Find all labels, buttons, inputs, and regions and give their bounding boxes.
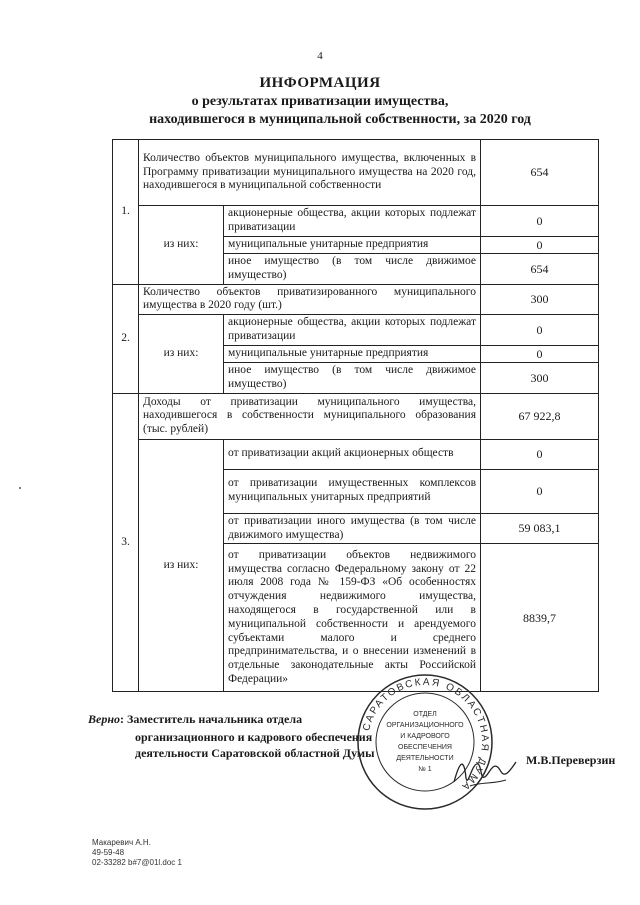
item-value: 59 083,1 xyxy=(481,513,599,544)
stamp-line: ОРГАНИЗАЦИОННОГО xyxy=(386,722,464,729)
sub-label: из них: xyxy=(139,206,224,285)
item-value: 0 xyxy=(481,469,599,513)
stamp-line: ОТДЕЛ xyxy=(413,711,437,718)
table-row xyxy=(113,439,599,469)
signature-position-line3: деятельности Саратовской областной Думы xyxy=(135,746,375,760)
page-subtitle-line2: находившегося в муниципальной собственности, за 2020 год xyxy=(149,112,531,127)
footer-executor: Макаревич А.Н. xyxy=(92,838,151,847)
stamp-line: ДЕЯТЕЛЬНОСТИ xyxy=(396,755,454,762)
sub-label: из них: xyxy=(139,315,224,394)
item-text: от приватизации иного имущества (в том числе движимого имущества) xyxy=(224,513,481,544)
item-text: муниципальные унитарные предприятия xyxy=(224,345,481,362)
footer-phone: 49-59-48 xyxy=(92,848,125,857)
item-value: 0 xyxy=(481,315,599,346)
signer-name: М.В.Переверзин xyxy=(526,753,616,767)
item-text: акционерные общества, акции которых подлежат приватизации xyxy=(224,206,481,237)
certified-label: Верно xyxy=(88,712,120,726)
footer-file-ref: 02-33282 b#7@01l.doc 1 xyxy=(92,858,182,867)
section-row-1 xyxy=(113,140,599,206)
section-number: 2. xyxy=(113,284,139,393)
table-row xyxy=(113,206,599,237)
item-value: 0 xyxy=(481,439,599,469)
item-text: акционерные общества, акции которых подлежат приватизации xyxy=(224,315,481,346)
item-text: иное имущество (в том числе движимое имущество) xyxy=(224,363,481,394)
item-value: 0 xyxy=(481,206,599,237)
table-row xyxy=(113,315,599,346)
stamp-ring-text: САРАТОВСКАЯ ОБЛАСТНАЯ ДУМА xyxy=(361,676,491,793)
item-value: 0 xyxy=(481,345,599,362)
section-number: 1. xyxy=(113,140,139,285)
section-row-2 xyxy=(113,284,599,315)
section-row-3 xyxy=(113,393,599,439)
stamp-line: ОБЕСПЕЧЕНИЯ xyxy=(398,744,452,751)
item-text: муниципальные унитарные предприятия xyxy=(224,236,481,253)
section-value: 300 xyxy=(481,284,599,315)
item-text: от приватизации акций акционерных обществ xyxy=(224,439,481,469)
sub-label: из них: xyxy=(139,439,224,692)
page-title: ИНФОРМАЦИЯ xyxy=(259,75,381,91)
position-title: : Заместитель начальника отдела xyxy=(120,712,303,726)
stamp-line: № 1 xyxy=(418,766,432,773)
section-description: Количество объектов приватизированного муниципального имущества в 2020 году (шт.) xyxy=(139,284,481,315)
section-description: Доходы от приватизации муниципального имущества, находившегося в собственности муниципального образования (тыс. рублей) xyxy=(139,393,481,439)
handwritten-signature xyxy=(450,752,520,792)
item-value: 300 xyxy=(481,363,599,394)
signature-position-line2: организационного и кадрового обеспечения xyxy=(135,730,373,744)
section-value: 654 xyxy=(481,140,599,206)
section-number: 3. xyxy=(113,393,139,692)
stamp-line: И КАДРОВОГО xyxy=(400,733,450,740)
section-description: Количество объектов муниципального имущества, включенных в Программу приватизации муниципального имущества на 2020 год, находившегося в муниципальной собственности xyxy=(139,140,481,206)
signature-position-line1 xyxy=(88,712,302,727)
scan-speck xyxy=(19,487,21,489)
item-text: иное имущество (в том числе движимое имущество) xyxy=(224,253,481,284)
privatization-report-table xyxy=(112,139,599,692)
item-value: 8839,7 xyxy=(481,544,599,692)
page-subtitle-line1: о результатах приватизации имущества, xyxy=(191,94,449,109)
section-value: 67 922,8 xyxy=(481,393,599,439)
page-number: 4 xyxy=(317,50,323,62)
item-value: 654 xyxy=(481,253,599,284)
item-value: 0 xyxy=(481,236,599,253)
item-text: от приватизации имущественных комплексов муниципальных унитарных предприятий xyxy=(224,469,481,513)
item-text: от приватизации объектов недвижимого имущества согласно Федеральному закону от 22 июля 2008 года № 159-ФЗ «Об особенностях отчуждения недвижимого имущества, находящегося в государственной или в муниципальной собственности и арендуемого субъектами малого и среднего предпринимательства, и о внесении изменений в отдельные законодательные акты Российской Федерации» xyxy=(224,544,481,692)
